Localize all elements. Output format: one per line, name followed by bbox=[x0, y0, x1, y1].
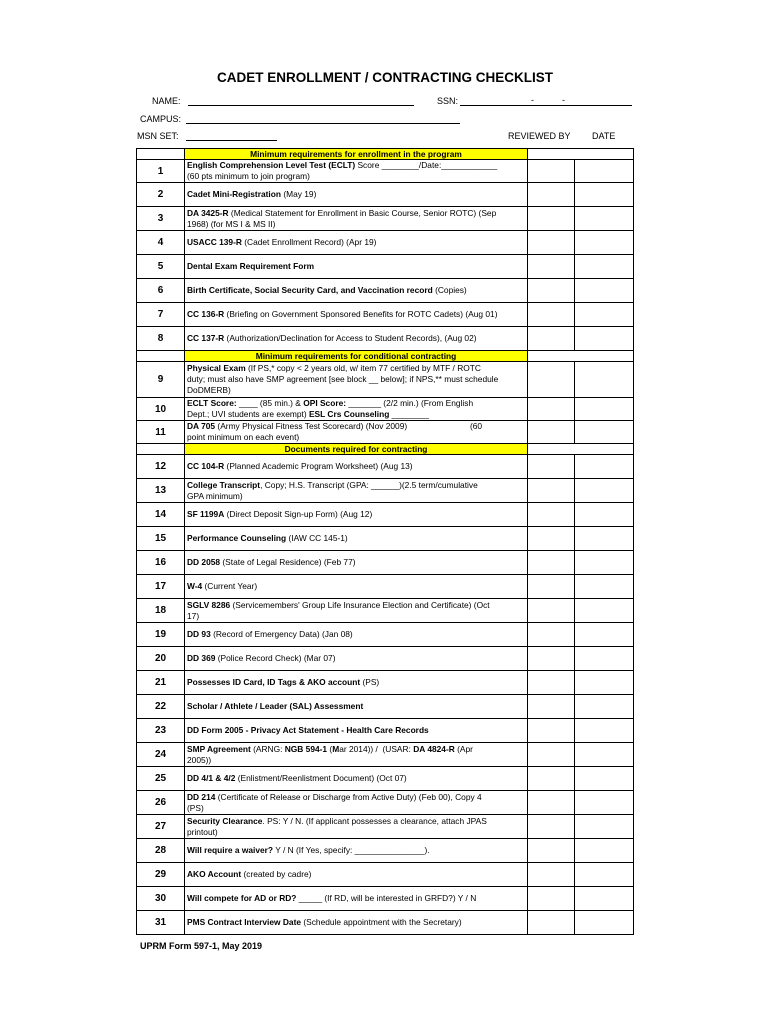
item-number: 24 bbox=[137, 743, 185, 767]
ssn-field[interactable] bbox=[460, 105, 632, 106]
checklist-row bbox=[137, 527, 634, 551]
reviewed-by-cell[interactable] bbox=[528, 719, 575, 743]
item-description: Performance Counseling (IAW CC 145-1) bbox=[185, 527, 528, 551]
item-description: Dental Exam Requirement Form bbox=[185, 255, 528, 279]
item-description: SMP Agreement (ARNG: NGB 594-1 (Mar 2014)) / (USAR: DA 4824-R (Apr 2005)) bbox=[185, 743, 528, 767]
checklist-row bbox=[137, 815, 634, 839]
date-cell[interactable] bbox=[575, 479, 634, 503]
section-spacer bbox=[137, 149, 185, 160]
checklist-row bbox=[137, 839, 634, 863]
checklist-row bbox=[137, 183, 634, 207]
checklist-row bbox=[137, 455, 634, 479]
section-header: Minimum requirements for enrollment in the program bbox=[185, 149, 528, 160]
item-number: 1 bbox=[137, 160, 185, 183]
item-description: PMS Contract Interview Date (Schedule appointment with the Secretary) bbox=[185, 911, 528, 935]
date-cell[interactable] bbox=[575, 887, 634, 911]
item-number: 5 bbox=[137, 255, 185, 279]
item-number: 2 bbox=[137, 183, 185, 207]
checklist-row bbox=[137, 863, 634, 887]
date-cell[interactable] bbox=[575, 527, 634, 551]
reviewed-by-cell[interactable] bbox=[528, 839, 575, 863]
date-cell[interactable] bbox=[575, 327, 634, 351]
checklist-row bbox=[137, 303, 634, 327]
date-cell[interactable] bbox=[575, 695, 634, 719]
form-footer: UPRM Form 597-1, May 2019 bbox=[140, 941, 263, 951]
item-number: 22 bbox=[137, 695, 185, 719]
item-number: 28 bbox=[137, 839, 185, 863]
item-description: Scholar / Athlete / Leader (SAL) Assessment bbox=[185, 695, 528, 719]
item-description: ECLT Score: ____ (85 min.) & OPI Score: _______ (2/2 min.) (From English Dept.; UVI students are exempt) ESL Crs Counseling ________ bbox=[185, 398, 528, 421]
checklist-table bbox=[136, 148, 634, 935]
item-description: CC 136-R (Briefing on Government Sponsored Benefits for ROTC Cadets) (Aug 01) bbox=[185, 303, 528, 327]
item-description: English Comprehension Level Test (ECLT) Score ________/Date:____________ (60 pts minimum to join program) bbox=[185, 160, 528, 183]
checklist-row bbox=[137, 160, 634, 183]
checklist-row bbox=[137, 575, 634, 599]
date-cell[interactable] bbox=[575, 575, 634, 599]
section-header: Minimum requirements for conditional contracting bbox=[185, 351, 528, 362]
date-cell[interactable] bbox=[575, 815, 634, 839]
date-cell[interactable] bbox=[575, 671, 634, 695]
item-number: 10 bbox=[137, 398, 185, 421]
section-spacer bbox=[528, 149, 634, 160]
item-description: Will require a waiver? Y / N (If Yes, specify: _______________). bbox=[185, 839, 528, 863]
date-cell[interactable] bbox=[575, 599, 634, 623]
item-description: DA 3425-R (Medical Statement for Enrollment in Basic Course, Senior ROTC) (Sep 1968) (for MS I & MS II) bbox=[185, 207, 528, 231]
checklist-row bbox=[137, 231, 634, 255]
date-cell[interactable] bbox=[575, 863, 634, 887]
reviewed-by-cell[interactable] bbox=[528, 503, 575, 527]
item-number: 18 bbox=[137, 599, 185, 623]
item-description: DA 705 (Army Physical Fitness Test Scorecard) (Nov 2009) (60 point minimum on each event) bbox=[185, 421, 528, 444]
section-header-row bbox=[137, 351, 634, 362]
checklist-row bbox=[137, 767, 634, 791]
section-header-row bbox=[137, 444, 634, 455]
ssn-label: SSN: bbox=[437, 96, 459, 106]
reviewed-by-cell[interactable] bbox=[528, 623, 575, 647]
reviewed-by-cell[interactable] bbox=[528, 279, 575, 303]
date-cell[interactable] bbox=[575, 911, 634, 935]
checklist-row bbox=[137, 791, 634, 815]
msn-set-field[interactable] bbox=[186, 140, 277, 141]
reviewed-by-cell[interactable] bbox=[528, 815, 575, 839]
reviewed-by-cell[interactable] bbox=[528, 183, 575, 207]
ssn-separator: - bbox=[562, 95, 565, 105]
item-number: 31 bbox=[137, 911, 185, 935]
reviewed-by-cell[interactable] bbox=[528, 527, 575, 551]
section-spacer bbox=[528, 444, 634, 455]
reviewed-by-cell[interactable] bbox=[528, 647, 575, 671]
name-label: NAME: bbox=[152, 96, 181, 106]
item-description: SF 1199A (Direct Deposit Sign-up Form) (Aug 12) bbox=[185, 503, 528, 527]
reviewed-by-cell[interactable] bbox=[528, 887, 575, 911]
date-cell[interactable] bbox=[575, 455, 634, 479]
reviewed-by-cell[interactable] bbox=[528, 327, 575, 351]
date-cell[interactable] bbox=[575, 767, 634, 791]
checklist-row bbox=[137, 671, 634, 695]
reviewed-by-cell[interactable] bbox=[528, 671, 575, 695]
item-description: SGLV 8286 (Servicemembers' Group Life Insurance Election and Certificate) (Oct 17) bbox=[185, 599, 528, 623]
item-number: 4 bbox=[137, 231, 185, 255]
item-description: DD 369 (Police Record Check) (Mar 07) bbox=[185, 647, 528, 671]
checklist-row bbox=[137, 599, 634, 623]
section-spacer bbox=[137, 351, 185, 362]
reviewed-by-cell[interactable] bbox=[528, 398, 575, 421]
name-field[interactable] bbox=[188, 105, 414, 106]
item-number: 13 bbox=[137, 479, 185, 503]
item-description: USACC 139-R (Cadet Enrollment Record) (Apr 19) bbox=[185, 231, 528, 255]
reviewed-by-cell[interactable] bbox=[528, 421, 575, 444]
item-number: 14 bbox=[137, 503, 185, 527]
checklist-row bbox=[137, 362, 634, 398]
date-cell[interactable] bbox=[575, 303, 634, 327]
reviewed-by-cell[interactable] bbox=[528, 455, 575, 479]
item-number: 23 bbox=[137, 719, 185, 743]
date-cell[interactable] bbox=[575, 719, 634, 743]
date-cell[interactable] bbox=[575, 421, 634, 444]
item-number: 25 bbox=[137, 767, 185, 791]
date-cell[interactable] bbox=[575, 231, 634, 255]
item-number: 7 bbox=[137, 303, 185, 327]
item-description: CC 104-R (Planned Academic Program Worksheet) (Aug 13) bbox=[185, 455, 528, 479]
item-description: Will compete for AD or RD? _____ (If RD, will be interested in GRFD?) Y / N bbox=[185, 887, 528, 911]
reviewed-by-cell[interactable] bbox=[528, 575, 575, 599]
reviewed-by-cell[interactable] bbox=[528, 479, 575, 503]
reviewed-by-cell[interactable] bbox=[528, 255, 575, 279]
reviewed-by-cell[interactable] bbox=[528, 551, 575, 575]
item-description: W-4 (Current Year) bbox=[185, 575, 528, 599]
checklist-row bbox=[137, 503, 634, 527]
checklist-row bbox=[137, 887, 634, 911]
date-cell[interactable] bbox=[575, 839, 634, 863]
item-number: 30 bbox=[137, 887, 185, 911]
item-number: 15 bbox=[137, 527, 185, 551]
checklist-row bbox=[137, 911, 634, 935]
item-description: Security Clearance. PS: Y / N. (If applicant possesses a clearance, attach JPAS printout) bbox=[185, 815, 528, 839]
date-cell[interactable] bbox=[575, 255, 634, 279]
reviewed-by-cell[interactable] bbox=[528, 911, 575, 935]
item-description: Possesses ID Card, ID Tags & AKO account (PS) bbox=[185, 671, 528, 695]
date-cell[interactable] bbox=[575, 398, 634, 421]
reviewed-by-cell[interactable] bbox=[528, 863, 575, 887]
date-cell[interactable] bbox=[575, 207, 634, 231]
campus-label: CAMPUS: bbox=[140, 114, 182, 124]
item-description: Cadet Mini-Registration (May 19) bbox=[185, 183, 528, 207]
item-number: 21 bbox=[137, 671, 185, 695]
item-number: 20 bbox=[137, 647, 185, 671]
section-header: Documents required for contracting bbox=[185, 444, 528, 455]
reviewed-by-cell[interactable] bbox=[528, 599, 575, 623]
item-description: Birth Certificate, Social Security Card, and Vaccination record (Copies) bbox=[185, 279, 528, 303]
item-description: AKO Account (created by cadre) bbox=[185, 863, 528, 887]
checklist-row bbox=[137, 719, 634, 743]
item-description: College Transcript, Copy; H.S. Transcript (GPA: ______)(2.5 term/cumulative GPA minimum) bbox=[185, 479, 528, 503]
item-number: 16 bbox=[137, 551, 185, 575]
section-header-row bbox=[137, 149, 634, 160]
date-cell[interactable] bbox=[575, 743, 634, 767]
checklist-row bbox=[137, 279, 634, 303]
checklist-row bbox=[137, 623, 634, 647]
item-number: 11 bbox=[137, 421, 185, 444]
checklist-row bbox=[137, 207, 634, 231]
item-number: 17 bbox=[137, 575, 185, 599]
section-spacer bbox=[528, 351, 634, 362]
date-label: DATE bbox=[592, 131, 616, 141]
item-description: DD Form 2005 - Privacy Act Statement - Health Care Records bbox=[185, 719, 528, 743]
msn-set-label: MSN SET: bbox=[137, 131, 179, 141]
ssn-separator: - bbox=[531, 95, 534, 105]
item-number: 26 bbox=[137, 791, 185, 815]
reviewed-by-cell[interactable] bbox=[528, 362, 575, 398]
checklist-row bbox=[137, 743, 634, 767]
item-description: DD 93 (Record of Emergency Data) (Jan 08) bbox=[185, 623, 528, 647]
date-cell[interactable] bbox=[575, 279, 634, 303]
reviewed-by-cell[interactable] bbox=[528, 767, 575, 791]
item-number: 12 bbox=[137, 455, 185, 479]
item-number: 8 bbox=[137, 327, 185, 351]
date-cell[interactable] bbox=[575, 503, 634, 527]
checklist-row bbox=[137, 398, 634, 421]
item-number: 6 bbox=[137, 279, 185, 303]
reviewed-by-cell[interactable] bbox=[528, 791, 575, 815]
item-description: DD 2058 (State of Legal Residence) (Feb 77) bbox=[185, 551, 528, 575]
item-number: 19 bbox=[137, 623, 185, 647]
reviewed-by-cell[interactable] bbox=[528, 207, 575, 231]
reviewed-by-cell[interactable] bbox=[528, 695, 575, 719]
date-cell[interactable] bbox=[575, 160, 634, 183]
checklist-row bbox=[137, 551, 634, 575]
date-cell[interactable] bbox=[575, 791, 634, 815]
campus-field[interactable] bbox=[186, 123, 460, 124]
item-number: 29 bbox=[137, 863, 185, 887]
reviewed-by-label: REVIEWED BY bbox=[508, 131, 571, 141]
date-cell[interactable] bbox=[575, 647, 634, 671]
date-cell[interactable] bbox=[575, 623, 634, 647]
checklist-row bbox=[137, 695, 634, 719]
item-number: 3 bbox=[137, 207, 185, 231]
date-cell[interactable] bbox=[575, 362, 634, 398]
item-description: Physical Exam (If PS,* copy < 2 years old, w/ item 77 certified by MTF / ROTC duty; must also have SMP agreement [see block __ below]; if NPS,** must schedule DoDMERB) bbox=[185, 362, 528, 398]
reviewed-by-cell[interactable] bbox=[528, 303, 575, 327]
section-spacer bbox=[137, 444, 185, 455]
item-number: 9 bbox=[137, 362, 185, 398]
reviewed-by-cell[interactable] bbox=[528, 743, 575, 767]
checklist-row bbox=[137, 479, 634, 503]
form-title: CADET ENROLLMENT / CONTRACTING CHECKLIST bbox=[217, 70, 553, 85]
item-description: DD 4/1 & 4/2 (Enlistment/Reenlistment Document) (Oct 07) bbox=[185, 767, 528, 791]
item-description: CC 137-R (Authorization/Declination for Access to Student Records), (Aug 02) bbox=[185, 327, 528, 351]
item-description: DD 214 (Certificate of Release or Discharge from Active Duty) (Feb 00), Copy 4 (PS) bbox=[185, 791, 528, 815]
date-cell[interactable] bbox=[575, 551, 634, 575]
reviewed-by-cell[interactable] bbox=[528, 231, 575, 255]
checklist-row bbox=[137, 327, 634, 351]
reviewed-by-cell[interactable] bbox=[528, 160, 575, 183]
checklist-row bbox=[137, 421, 634, 444]
checklist-row bbox=[137, 255, 634, 279]
item-number: 27 bbox=[137, 815, 185, 839]
checklist-row bbox=[137, 647, 634, 671]
date-cell[interactable] bbox=[575, 183, 634, 207]
